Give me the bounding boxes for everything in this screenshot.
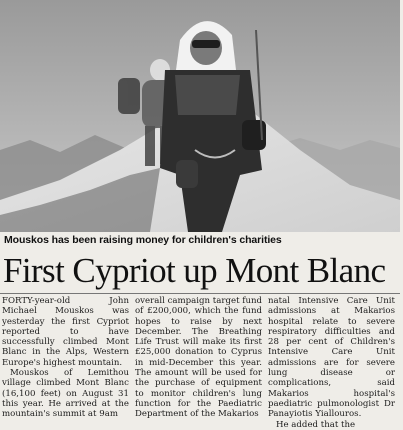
photo-caption: Mouskos has been raising money for children's charities xyxy=(4,234,282,246)
article-column-2 xyxy=(135,296,263,420)
article-column-1 xyxy=(2,296,129,420)
paragraph: Mouskos of Lemithou village climbed Mont Blanc (16,100 feet) on August 31 this year. He arrived at the mountain's summit at 9am xyxy=(2,368,129,420)
headline: First Cypriot up Mont Blanc xyxy=(3,251,386,290)
paragraph: natal Intensive Care Unit admissions at Makarios hospital relate to severe respiratory difficulties and 28 per cent of Children's Intensive Care Unit admissions are for severe lung disease or complications, said Makarios hospital's paediatric pulmonologist Dr Panayiotis Yiallouros. xyxy=(268,296,395,420)
paragraph: overall campaign target fund of £200,000, which the fund hopes to raise by next December. The Breathing Life Trust will make its first £25,000 donation to Cyprus in mid-December this year. The amount will be used for the purchase of equipment to monitor children's lung function for the Paediatric Department of the Makarios xyxy=(135,296,263,420)
paragraph: He added that the xyxy=(276,419,356,430)
divider xyxy=(0,293,400,294)
paragraph: FORTY-year-old John Michael Mouskos was yesterday the first Cypriot reported to have successfully climbed Mont Blanc in the Alps, Western Europe's highest mountain. xyxy=(2,296,129,368)
article-column-3 xyxy=(268,296,395,430)
article-body xyxy=(2,296,400,430)
